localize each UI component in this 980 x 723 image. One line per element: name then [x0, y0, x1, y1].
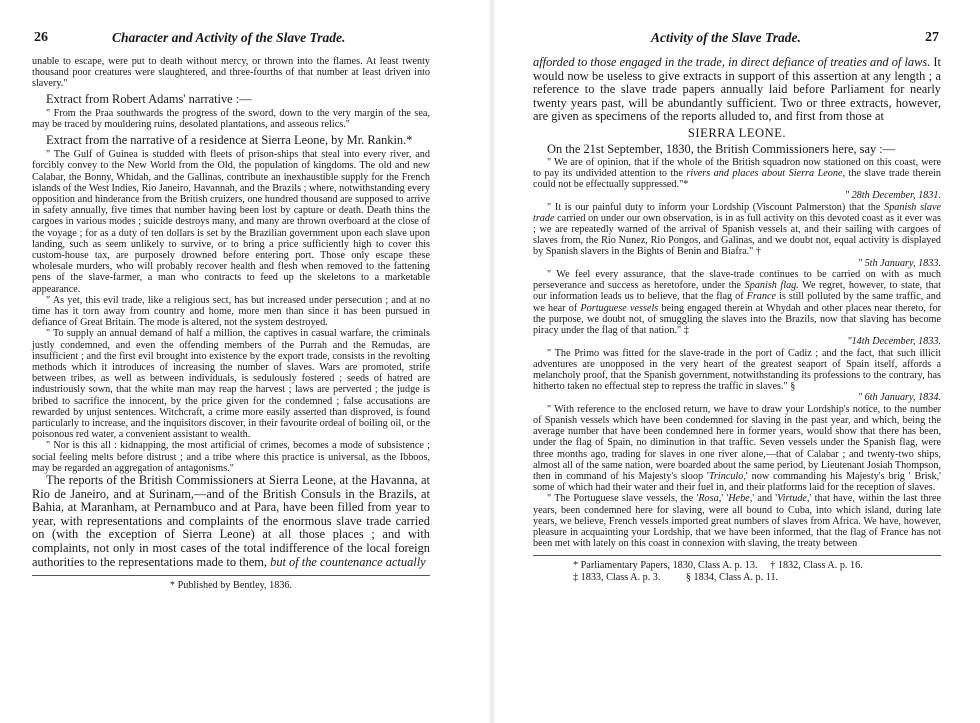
quote-2-italic: Spanish slave trade [533, 201, 942, 224]
quote-2-text-end: carried on under our own observation, is in as full activity on this devoted coast as it ever was ; we are repeatedly warned of the arrival of Spanish vessels at, and their sailing with cargoes of slaves from, the Rio Nunez, Rio Pongos, and Galinas, and we doubt not, equal activity is displayed by Spanish slavers in the Bights of Benin and Biafra." † [533, 212, 941, 258]
quote-5 [533, 404, 941, 494]
quote-2 [533, 202, 941, 258]
body-reports [32, 474, 430, 569]
right-page-header [533, 30, 941, 56]
continuation-text: It would now be useless to give extracts in support of this assertion at any length ; a reference to the slave trade papers annually laid before Parliament for nearly twenty years past, will be abundantly sufficient. Two or three extracts, however, are given as specimens of the reports alluded to, and first from those at [533, 55, 941, 124]
quote-1-text: " We are of opinion, that if the whole of the British squadron now stationed on this coast, were to pay its undivided attention to the [533, 156, 941, 179]
quote-1 [533, 157, 941, 191]
running-head: Character and Activity of the Slave Trade. [112, 30, 346, 45]
left-page-header [32, 30, 430, 56]
quote-5-text-end: ,' now commanding his Majesty's brig ' Brisk,' some of which had their water and their fuel in, and their platforms laid for the reception of slaves. [533, 471, 941, 494]
quote-6-italic-b: Hebe [728, 493, 750, 505]
page-number: 26 [34, 30, 48, 45]
quote-3-text-a: " We feel every assurance, that the slave-trade continues to be carried on with as much perseverance and success as heretofore, under the [533, 269, 941, 292]
quote-rankin-3: " To supply an annual demand of half a million, the captives in casual warfare, the criminals justly condemned, and even the offending members of the Purrah and the Remudas, are insufficient ; and the first evil brought into existence by the export trade, consists in the revolting methods which it introduces of increasing the number of slaves. Wars are promoted, strife between tribes, as well as between individuals, is sedulously fostered ; seeds of hatred are industriously sown, that the white man may reap the harvest ; laws are perverted ; the judge is bribed to sacrifice the innocent, by the price given for the condemned ; false accusations are rewarded by unjust sentences. Witchcraft, a crime more easily asserted than disproved, is found particularly to increase, and the inquisitors discover, in their favourite ordeal of boiling oil, or the poisonous red water, a convenient assistant to wealth. [32, 328, 430, 441]
continuation-italic: afforded to those engaged in the trade, in direct defiance of treaties and of laws. [533, 55, 931, 69]
quote-3-text-d: being engaged therein at Whydah and other places near thereto, for the purpose, we doubt not, of smuggling the slaves into the Brazils, now that slaving has become piracy under the flag of that nation." ‡ [533, 302, 941, 337]
book-gutter [488, 0, 496, 723]
footnote-line-1: * Parliamentary Papers, 1830, Class A. p. 13. † 1832, Class A. p. 16. [573, 560, 863, 572]
quote-3-italic-a: Spanish flag. [744, 280, 799, 292]
quote-2-text: " It is our painful duty to inform your Lordship (Viscount Palmerston) that the [547, 201, 881, 213]
quote-1-italic: rivers and places about Sierra Leone, [686, 167, 846, 179]
left-page [32, 0, 430, 723]
quote-6-text-d: ,' that have, within the last three years, been condemned here for slaving, were all bound to Cuba, into which island, during late years, we believe, French vessels imported great numbers of slaves from Africa. We have, however, pleasure in acquainting your Lordship, that we have been informed, that the flag of France has not been met with lately on this coast in connexion with slaving, the treaty between [533, 493, 941, 550]
quote-6-italic-c: Virtude [777, 493, 807, 505]
date-3: "14th December, 1833. [847, 336, 941, 348]
footnote-rule [533, 555, 941, 556]
quote-3-text-b: We regret, however, to state, that our information leads us to believe, that the flag of [533, 280, 942, 303]
quote-rankin-2: " As yet, this evil trade, like a religious sect, has but increased under persecution ; and at no time has it torn away from country and home, more men than since it has been pursued in defiance of Great Britain. The mode is altered, not the system destroyed. [32, 294, 430, 329]
quote-adams: " From the Praa southwards the progress of the sword, down to the very margin of the sea, may be traced by mouldering ruins, desolated plantations, and asseous relics." [32, 108, 430, 131]
quote-rankin-4: " Nor is this all : kidnapping, the most artificial of crimes, becomes a mode of subsistence ; social feeling melts before distrust ; and a tribe where this practice is universal, as the Ibboos, may be regarded an aggregation of antagonisms." [32, 440, 430, 474]
page-number: 27 [925, 30, 939, 45]
quote-4: " The Primo was fitted for the slave-trade in the port of Cadiz ; and the fact, that such illicit adventures are unopposed in the very heart of the greatest seaport of Spain itself, affords a melancholy proof, that the Spanish government, notwithstanding its professions to the contrary, has hitherto taken no effectual step to repress the traffic in slaves." § [533, 347, 941, 393]
body-reports-italic: but of the countenance actually [270, 554, 426, 569]
intro-paragraph: On the 21st September, 1830, the British Commissioners here, say :— [547, 141, 896, 156]
quote-5-text: " With reference to the enclosed return, we have to draw your Lordship's notice, to the number of Spanish vessels which have been condemned for slaving in the past year, and which, being the average number that have been condemned here in former years, would show that there has been, under the flag of Spain, no diminution in that traffic. Seven vessels under the Spanish flag, were three months ago, trading for slaves in one river alone,—that of Calabar ; and twenty-two ships, almost all of the same nation, were boarded about the same period, by Lieutenant Josiah Thompson, then in command of his Majesty's sloop ' [533, 403, 941, 483]
quote-continuation: unable to escape, were put to death without mercy, or thrown into the flames. At least twenty thousand poor creatures were slaughtered, and three-fourths of that number at least driven into slavery." [32, 56, 430, 90]
heading-rankin: Extract from the narrative of a residence at Sierra Leone, by Mr. Rankin.* [46, 132, 413, 147]
footnote-line-2: ‡ 1833, Class A. p. 3. § 1834, Class A. p. 11. [573, 572, 779, 584]
running-head: Activity of the Slave Trade. [651, 30, 801, 45]
quote-3 [533, 269, 941, 336]
quote-5-italic: Trinculo [708, 471, 744, 483]
quote-6 [533, 493, 941, 549]
quote-6-italic-a: Rosa [698, 493, 719, 505]
body-continuation [533, 56, 941, 124]
quote-rankin-1: " The Gulf of Guinea is studded with fleets of prison-ships that steal into every river, and forcibly convey to the New World from the Old, the population of kingdoms. The old and new Calabar, the Bonny, Whidah, and the Gallinas, contribute an inexhaustible supply for the French islands of the West Indies, Rio Janeiro, Havannah, and the Brazils ; where, notwithstanding every opposition and hinderance from the British cruizers, one hundred thousand are supposed to arrive in safety annually, five times that number having been lost by capture or death. Death thins the cargoes in various modes ; suicide destroys many, and many are thrown overboard at the close of the voyage ; for as a duty of ten dollars is set by the Brazilian government upon each slave upon landing, such as seem unlikely to survive, or to bring a price sufficiently high to cover this custom-house tax, are purposely drowned before entering port. Those only escape these wholesale murders, who will probably recover health and flesh when removed to the fattening pens of the slave-farmer, a man who contracts to feed up the skeletons to a marketable appearance. [32, 149, 430, 295]
heading-adams: Extract from Robert Adams' narrative :— [46, 91, 252, 106]
footnote-rule [32, 575, 430, 576]
date-4: " 6th January, 1834. [857, 392, 941, 404]
body-reports-text: The reports of the British Commissioners at Sierra Leone, at the Havanna, at Rio de Janeiro, and at Surinam,—and of the British Consuls in the Brazils, at Bahia, at Maranham, at Pernambuco and at Para, have been filled from year to year, with representations and complaints of the enormous slave trade carried on (with the exception of Sierra Leone) at all those places ; and with complaints, not only in most cases of the total indifference of the local foreign authorities to the representations made to them, [32, 473, 430, 569]
date-1: " 28th December, 1831. [844, 190, 941, 202]
section-title: SIERRA LEONE. [687, 125, 787, 140]
quote-6-text-a: " The Portuguese slave vessels, the ' [547, 493, 699, 505]
quote-1-text-end: the slave trade therein could not be effectually suppressed."* [533, 167, 941, 190]
quote-3-text-c: is still polluted by the same traffic, and we hear of [533, 291, 941, 314]
footnote: * Published by Bentley, 1836. [169, 580, 293, 592]
quote-3-italic-c: Portuguese vessels [580, 302, 659, 314]
right-page [533, 0, 941, 723]
date-2: " 5th January, 1833. [857, 257, 941, 269]
quote-3-italic-b: France [746, 291, 777, 303]
quote-6-text-b: ,' ' [718, 493, 729, 505]
quote-6-text-c: ,' and ' [749, 493, 778, 505]
